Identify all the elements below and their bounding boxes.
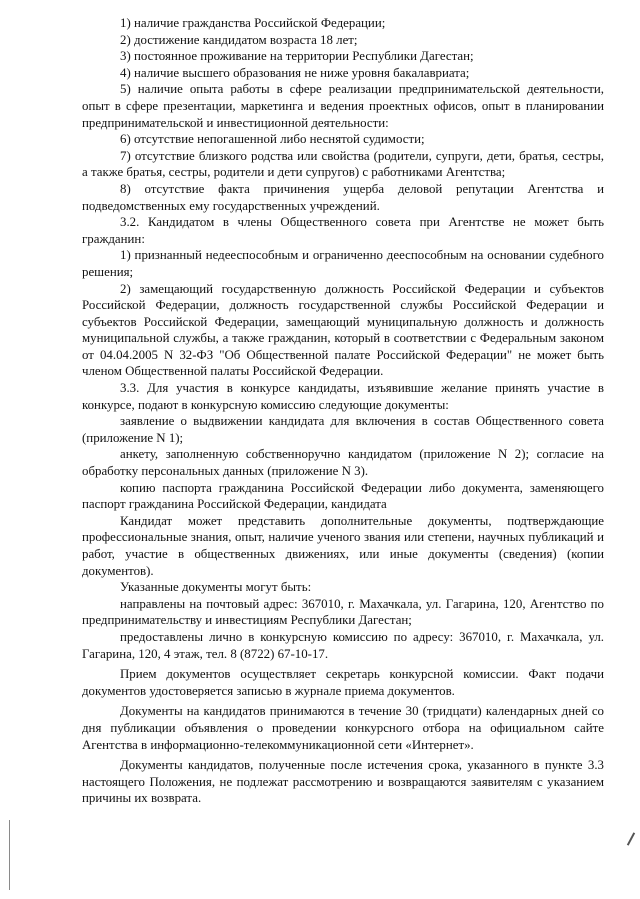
document-acceptance: Прием документов осуществляет секретарь конкурсной комиссии. Факт подачи документов удостоверяется записью в журнале приема документов. bbox=[82, 667, 604, 698]
exclusion-incapacity: 1) признанный недееспособным и ограниченно дееспособным на основании судебного решения; bbox=[82, 248, 604, 279]
requirement-no-record: 6) отсутствие непогашенной либо неснятой судимости; bbox=[120, 132, 425, 147]
document-body bbox=[82, 15, 604, 807]
submission-methods-heading: Указанные документы могут быть: bbox=[120, 580, 312, 595]
requirement-age: 2) достижение кандидатом возраста 18 лет; bbox=[120, 32, 358, 47]
exclusion-public-office: 2) замещающий государственную должность Российской Федерации и субъектов Российской Федерации, должность государственной службы Российской Федерации и субъектов Российской Федерации, замещающий муниципальную должность и должность муниципальной службы, а также гражданин, который в соответствии с Федеральным законом от 04.04.2005 N 32-ФЗ "Об Общественной палате Российской Федерации" не может быть членом Общественной палаты Российской Федерации. bbox=[82, 281, 604, 379]
requirement-no-damage: 8) отсутствие факта причинения ущерба деловой репутации Агентства и подведомственных ему государственных учреждений. bbox=[82, 181, 604, 213]
requirement-no-kinship: 7) отсутствие близкого родства или свойства (родители, супруги, дети, братья, сестры, а также братья, сестры, родители и дети супругов) с работниками Агентства; bbox=[82, 148, 604, 180]
document-application: заявление о выдвижении кандидата для включения в состав Общественного совета (приложение N 1); bbox=[82, 414, 604, 445]
submission-in-person: предоставлены лично в конкурсную комиссию по адресу: 367010, г. Махачкала, ул. Гагарина, 120, 4 этаж, тел. 8 (8722) 67-10-17. bbox=[82, 629, 604, 661]
requirement-education: 4) наличие высшего образования не ниже уровня бакалавриата; bbox=[120, 65, 470, 80]
section-3-2-heading: 3.2. Кандидатом в члены Общественного совета при Агентстве не может быть гражданин: bbox=[82, 215, 604, 246]
scan-edge-mark-right bbox=[627, 832, 635, 845]
document-questionnaire: анкету, заполненную собственноручно кандидатом (приложение N 2); согласие на обработку персональных данных (приложение N 3). bbox=[82, 447, 604, 479]
additional-documents: Кандидат может представить дополнительные документы, подтверждающие профессиональные знания, опыт, наличие ученого звания или степени, научных публикаций и работ, участие в общественных движениях, или иные документы (сведения) (копии документов). bbox=[82, 513, 604, 578]
scan-edge-mark bbox=[9, 820, 10, 890]
late-documents: Документы кандидатов, полученные после истечения срока, указанного в пункте 3.3 настоящего Положения, не подлежат рассмотрению и возвращаются заявителям с указанием причины их возврата. bbox=[82, 758, 604, 806]
acceptance-period: Документы на кандидатов принимаются в течение 30 (тридцати) календарных дней со дня публикации объявления о проведении конкурсного отбора на официальном сайте Агентства в информационно-телекоммуникационной сети «Интернет». bbox=[82, 704, 604, 752]
requirement-residence: 3) постоянное проживание на территории Республики Дагестан; bbox=[120, 49, 474, 64]
section-3-3-heading: 3.3. Для участия в конкурсе кандидаты, изъявившие желание принять участие в конкурсе, подают в конкурсную комиссию следующие документы: bbox=[82, 381, 604, 412]
requirement-experience: 5) наличие опыта работы в сфере реализации предпринимательской деятельности, опыт в сфере презентации, маркетинга и ведения проектных офисов, опыт в планировании предпринимательской и инвестиционной деятельности: bbox=[82, 82, 604, 130]
document-passport: копию паспорта гражданина Российской Федерации либо документа, заменяющего паспорт гражданина Российской Федерации, кандидата bbox=[82, 480, 604, 512]
submission-by-mail: направлены на почтовый адрес: 367010, г. Махачкала, ул. Гагарина, 120, Агентство по предпринимательству и инвестициям Республики Дагестан; bbox=[82, 596, 604, 628]
requirement-citizenship: 1) наличие гражданства Российской Федерации; bbox=[120, 16, 386, 30]
